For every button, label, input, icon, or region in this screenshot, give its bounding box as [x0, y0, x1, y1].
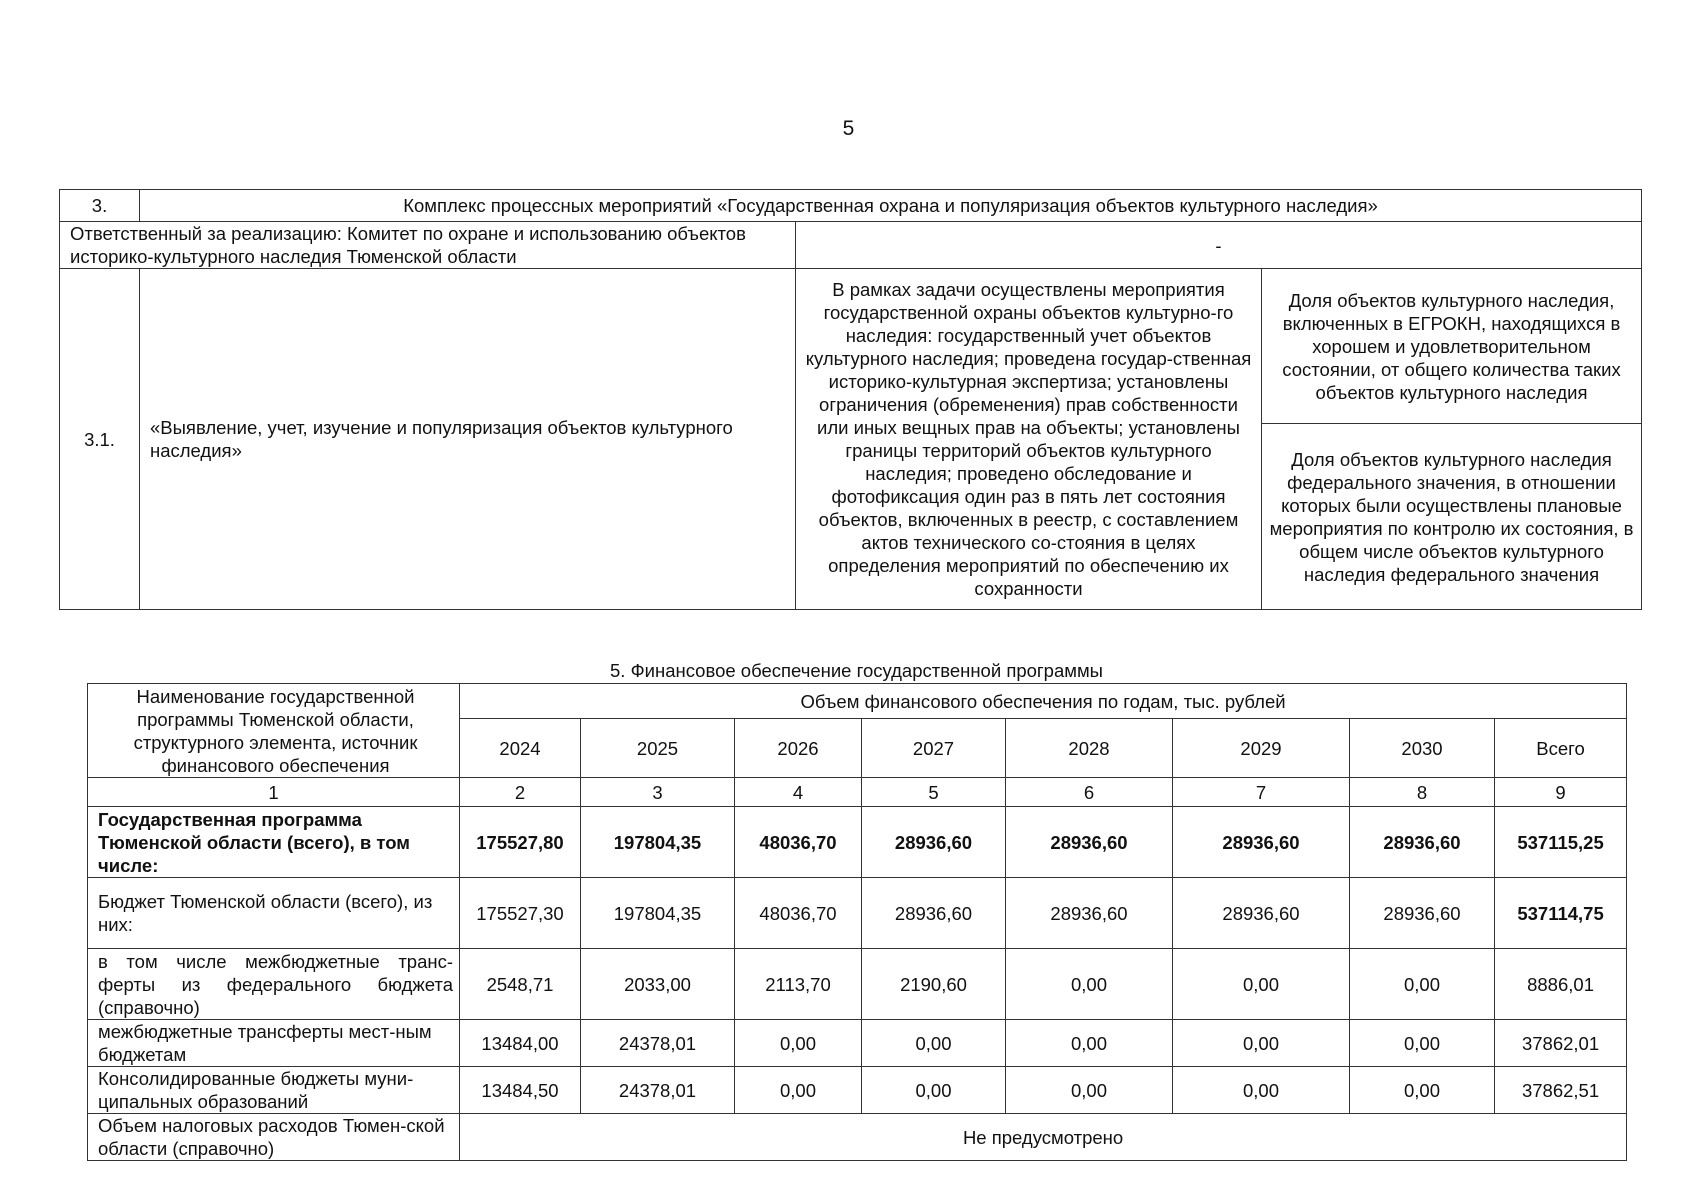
volume-header: Объем финансового обеспечения по годам, тыс. рублей: [460, 684, 1627, 719]
column-number: 6: [1006, 778, 1173, 807]
task-row: [60, 269, 1642, 424]
section-number: 3.: [60, 190, 140, 222]
cell-value: 28936,60: [862, 807, 1006, 878]
cell-value: 197804,35: [581, 807, 735, 878]
table-row: [88, 949, 1627, 1020]
table-row: [88, 878, 1627, 949]
indicator-1: Доля объектов культурного наследия, включенных в ЕГРОКН, находящихся в хорошем и удовлетворительном состоянии, от общего количества таких объектов культурного наследия: [1262, 269, 1642, 424]
cell-value: 0,00: [735, 1020, 862, 1067]
section-3-table: [59, 189, 1642, 610]
column-number: 7: [1173, 778, 1350, 807]
year-header: 2025: [581, 719, 735, 778]
cell-value: 0,00: [1173, 949, 1350, 1020]
financing-caption: 5. Финансовое обеспечение государственной программы: [610, 660, 1103, 681]
cell-value: 2548,71: [460, 949, 581, 1020]
financing-table: [87, 683, 1627, 1161]
row-name: межбюджетные трансферты мест-ным бюджетам: [88, 1020, 460, 1067]
column-number: 4: [735, 778, 862, 807]
row-name: Консолидированные бюджеты муни-ципальных образований: [88, 1067, 460, 1114]
cell-value: 175527,80: [460, 807, 581, 878]
cell-value: 197804,35: [581, 878, 735, 949]
cell-value: 2033,00: [581, 949, 735, 1020]
cell-value: 24378,01: [581, 1020, 735, 1067]
cell-value: 0,00: [862, 1067, 1006, 1114]
cell-value: 175527,30: [460, 878, 581, 949]
task-description: В рамках задачи осуществлены мероприятия государственной охраны объектов культурно-го наследия: государственный учет объектов культурного наследия; проведена государ-ственная историко-культурная экспертиза; установлены ограничения (обременения) прав собственности или иных вещных прав на объекты; установлены границы территорий объектов культурного наследия; проведено обследование и фотофиксация один раз в пять лет состояния объектов, включенных в реестр, с составлением актов технического со-стояния в целях определения мероприятий по обеспечению их сохранности: [796, 269, 1262, 610]
column-number: 3: [581, 778, 735, 807]
row-name: Объем налоговых расходов Тюмен-ской области (справочно): [88, 1114, 460, 1161]
cell-value: 24378,01: [581, 1067, 735, 1114]
column-numbers-row: [88, 778, 1627, 807]
cell-value: 13484,00: [460, 1020, 581, 1067]
cell-value: 0,00: [1173, 1067, 1350, 1114]
year-header: 2024: [460, 719, 581, 778]
section-title: Комплекс процессных мероприятий «Государственная охрана и популяризация объектов культурного наследия»: [140, 190, 1642, 222]
cell-value: 0,00: [1173, 1020, 1350, 1067]
task-number: 3.1.: [60, 269, 140, 610]
cell-value: 2190,60: [862, 949, 1006, 1020]
year-header: 2026: [735, 719, 862, 778]
header-row: [88, 684, 1627, 719]
row-name: Государственная программа Тюменской области (всего), в том числе:: [88, 807, 460, 878]
cell-value: 0,00: [1350, 1020, 1495, 1067]
cell-value-total: 37862,51: [1495, 1067, 1627, 1114]
table-row: [88, 1067, 1627, 1114]
cell-value: 48036,70: [735, 878, 862, 949]
table-row: [88, 1114, 1627, 1161]
column-number: 8: [1350, 778, 1495, 807]
task-name: «Выявление, учет, изучение и популяризация объектов культурного наследия»: [140, 269, 796, 610]
responsible-dash: -: [796, 222, 1642, 269]
year-header: 2028: [1006, 719, 1173, 778]
cell-value: 28936,60: [1173, 807, 1350, 878]
row-name: в том числе межбюджетные транс-ферты из федерального бюджета (справочно): [88, 949, 460, 1020]
name-column-header: Наименование государственной программы Тюменской области, структурного элемента, источник финансового обеспечения: [88, 684, 460, 778]
cell-value: 2113,70: [735, 949, 862, 1020]
table-row: [88, 807, 1627, 878]
cell-value: 28936,60: [1350, 878, 1495, 949]
indicator-2: Доля объектов культурного наследия федерального значения, в отношении которых были осуществлены плановые мероприятия по контролю их состояния, в общем числе объектов культурного наследия федерального значения: [1262, 424, 1642, 610]
cell-value: 28936,60: [1006, 807, 1173, 878]
year-header: 2027: [862, 719, 1006, 778]
cell-value: 28936,60: [1173, 878, 1350, 949]
column-number: 1: [88, 778, 460, 807]
column-number: 9: [1495, 778, 1627, 807]
cell-value: 0,00: [1006, 949, 1173, 1020]
cell-value-total: 537115,25: [1495, 807, 1627, 878]
year-header: 2029: [1173, 719, 1350, 778]
cell-value-total: 537114,75: [1495, 878, 1627, 949]
cell-value: 0,00: [1350, 1067, 1495, 1114]
table-row: [88, 1020, 1627, 1067]
cell-value: 0,00: [1006, 1067, 1173, 1114]
cell-value: 28936,60: [1006, 878, 1173, 949]
cell-value: 0,00: [735, 1067, 862, 1114]
cell-value-total: 37862,01: [1495, 1020, 1627, 1067]
cell-value-total: 8886,01: [1495, 949, 1627, 1020]
responsible-row: [60, 222, 1642, 269]
cell-value: 28936,60: [862, 878, 1006, 949]
column-number: 5: [862, 778, 1006, 807]
responsible-text: Ответственный за реализацию: Комитет по охране и использованию объектов историко-культурного наследия Тюменской области: [60, 222, 796, 269]
cell-value: 0,00: [1350, 949, 1495, 1020]
column-number: 2: [460, 778, 581, 807]
cell-value: 48036,70: [735, 807, 862, 878]
cell-value: 0,00: [862, 1020, 1006, 1067]
year-header: 2030: [1350, 719, 1495, 778]
section-title-row: [60, 190, 1642, 222]
cell-value: 13484,50: [460, 1067, 581, 1114]
total-header: Всего: [1495, 719, 1627, 778]
cell-value: 28936,60: [1350, 807, 1495, 878]
cell-value: 0,00: [1006, 1020, 1173, 1067]
row-name: Бюджет Тюменской области (всего), из них:: [88, 878, 460, 949]
page-number: 5: [842, 117, 855, 140]
tax-value: Не предусмотрено: [460, 1114, 1627, 1161]
